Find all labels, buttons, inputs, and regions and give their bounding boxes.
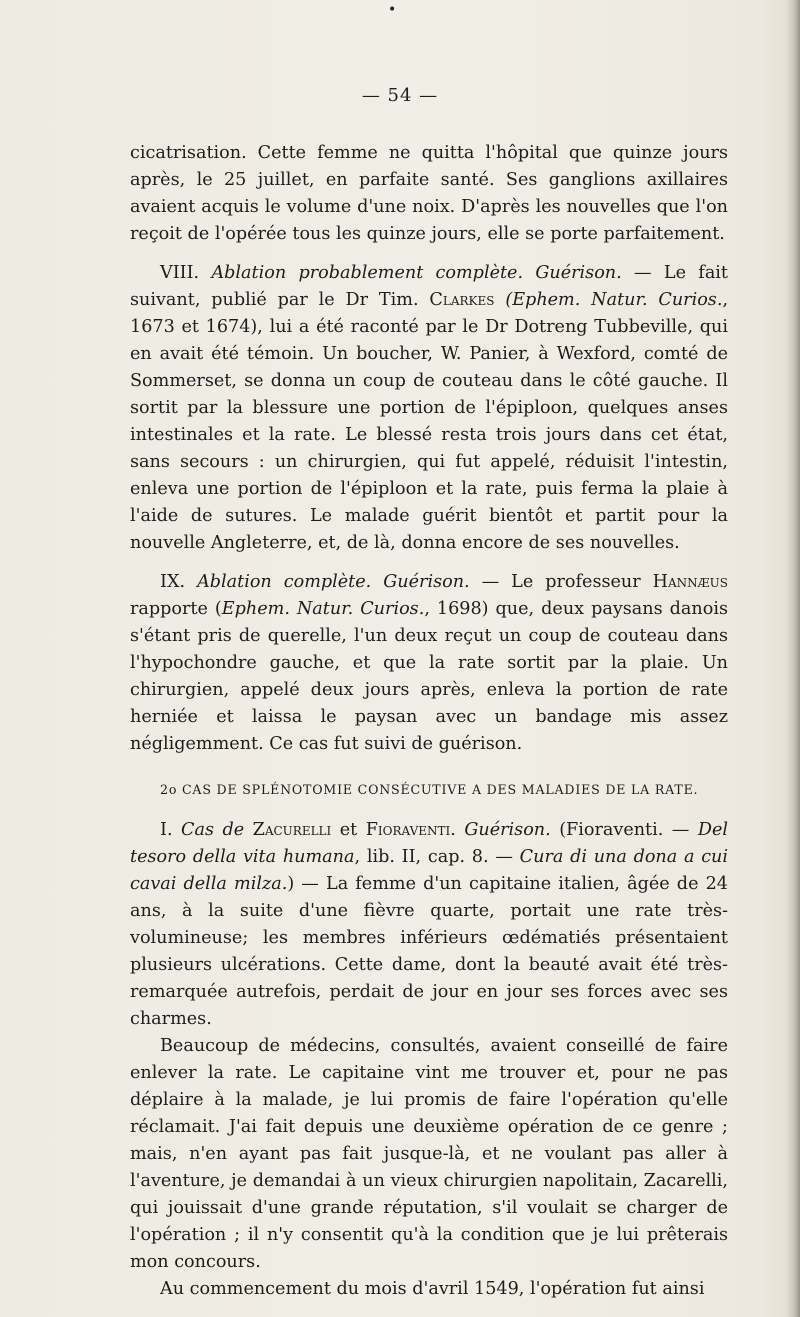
reference: (Ephem. Natur. Curios.: [505, 290, 723, 310]
section-number: VIII.: [160, 263, 200, 283]
reference: Cura di una dona a cui cavai della milza.: [130, 847, 729, 894]
top-mark: •: [388, 2, 397, 18]
section-title: Ablation probablement complète. Guérison.: [211, 263, 622, 283]
section-title: Guérison.: [464, 820, 551, 840]
paragraph-continuation: cicatrisation. Cette femme ne quitta l'hôpital que quinze jours après, le 25 juillet, en parfaite santé. Ses ganglions axillaires avaient acquis le volume d'une noix. D'après les nouvelles que l'on reçoit de l'opérée tous les quinze jours, elle se porte parfaitement.: [130, 143, 728, 244]
paragraph-viii: VIII. Ablation probablement complète. Guérison. — Le fait suivant, publié par le Dr Tim. Clarkes (Ephem. Natur. Curios., 1673 et 1674), lui a été raconté par le Dr Dotreng Tubbeville, qui en avait été témoin. Un boucher, W. Panier, à Wexford, comté de Sommerset, se donna un coup de couteau dans le côté gauche. Il sortit par la blessure une portion de l'épiploon, quelques anses intestinales et la rate. Le blessé resta trois jours dans cet état, sans secours : un chirurgien, qui fut appelé, réduisit l'intestin, enleva une portion de l'épiploon et la rate, puis ferma la plaie à l'aide de sutures. Le malade guérit bientôt et partit pour la nouvelle Angleterre, et, de là, donna encore de ses nouvelles.: [130, 263, 729, 553]
paragraph-beaucoup: Beaucoup de médecins, consultés, avaient conseillé de faire enlever la rate. Le capitaine vint me trouver et, pour ne pas déplaire à la malade, je lui promis de faire l'opération qu'elle réclamait. J'ai fait depuis une deuxième opération de ce genre ; mais, n'en ayant pas fait jusque-là, et ne voulant pas aller à l'aventure, je demandai à un vieux chirurgien napolitain, Zacarelli, qui jouissait d'une grande réputation, s'il voulait se charger de l'opération ; il n'y consentit qu'à la condition que je lui prêterais mon concours.: [130, 1036, 728, 1272]
section-number: I.: [160, 820, 173, 840]
page-body: [130, 140, 728, 1303]
section-heading: 2o CAS DE SPLÉNOTOMIE CONSÉCUTIVE A DES MALADIES DE LA RATE.: [160, 782, 699, 797]
reference: Ephem. Natur. Curios.: [221, 599, 425, 619]
author-name: Fioraventi: [365, 820, 451, 840]
page-number: — 54 —: [361, 85, 439, 106]
author-name: Zacurelli: [252, 820, 332, 840]
author-name: Clarkes: [429, 290, 495, 310]
page-edge-shadow: [786, 0, 800, 1317]
section-title: Ablation complète. Guérison.: [197, 572, 470, 592]
reference: Del tesoro della vita humana: [130, 820, 729, 867]
paragraph-case-i: I. Cas de Zacurelli et Fioraventi. Guérison. (Fioraventi. — Del tesoro della vita humana, lib. II, cap. 8. — Cura di una dona a cui cavai della milza.) — La femme d'un capitaine italien, âgée de 24 ans, à la suite d'une fièvre quarte, portait une rate très-volumineuse; les membres inférieurs œdématiés présentaient plusieurs ulcérations. Cette dame, dont la beauté avait été très-remarquée autrefois, perdait de jour en jour ses forces avec ses charmes.: [130, 820, 729, 1029]
author-name: Hannæus: [652, 572, 729, 592]
section-number: IX.: [160, 572, 186, 592]
paragraph-last-line: Au commencement du mois d'avril 1549, l'opération fut ainsi: [160, 1279, 705, 1299]
paragraph-ix: IX. Ablation complète. Guérison. — Le professeur Hannæus rapporte (Ephem. Natur. Curios., 1698) que, deux paysans danois s'étant pris de querelle, l'un deux reçut un coup de couteau dans l'hypochondre gauche, et que la rate sortit par la plaie. Un chirurgien, appelé deux jours après, enleva la portion de rate herniée et laissa le paysan avec un bandage mis assez négligemment. Ce cas fut suivi de guérison.: [130, 572, 729, 754]
